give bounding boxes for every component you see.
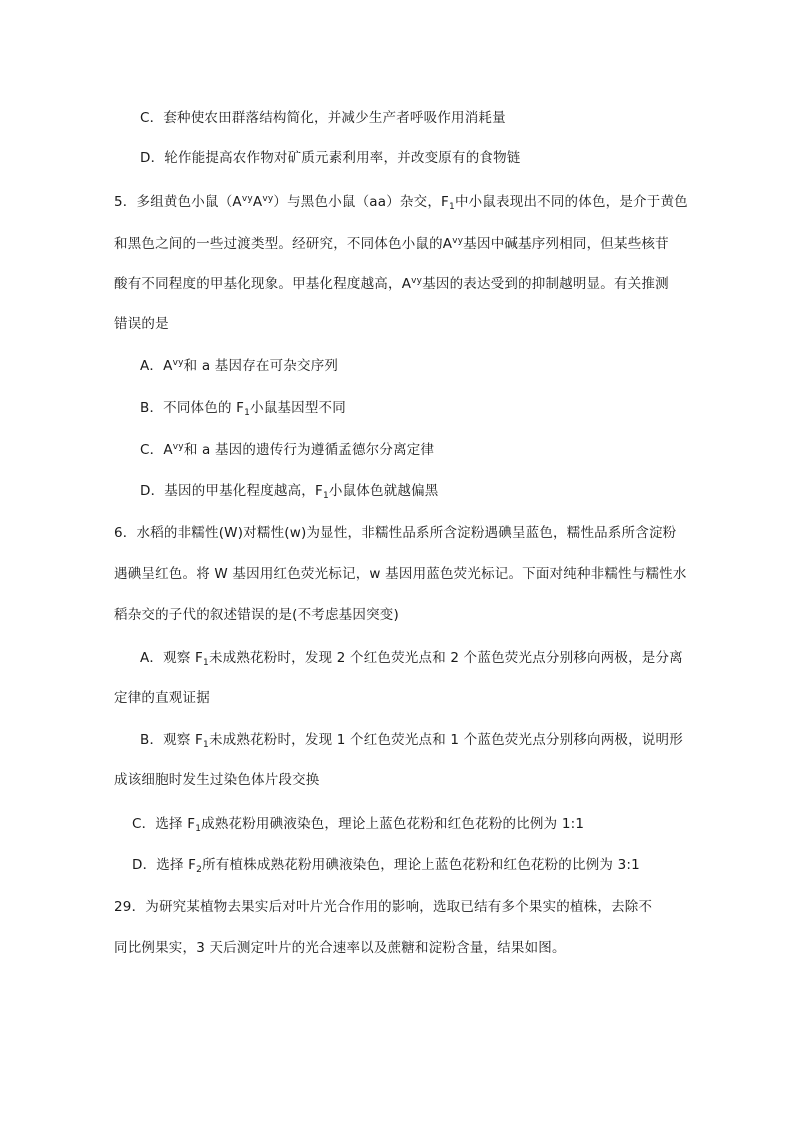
q5-stem-line-4: 错误的是 [114, 316, 169, 332]
q6-option-d: D．选择 $F_2$所有植株成熟花粉用碘液染色，理论上蓝色花粉和红色花粉的比例为 3:1 [132, 857, 640, 875]
q5-option-a: A．$A^{vy}$和 a 基因存在可杂交序列 [140, 358, 339, 374]
q4-option-c: C．套种使农田群落结构简化，并减少生产者呼吸作用消耗量 [140, 110, 506, 126]
q29-stem-line-2: 同比例果实，3 天后测定叶片的光合速率以及蔗糖和淀粉含量，结果如图。 [114, 940, 566, 956]
q5-option-d: D．基因的甲基化程度越高，$F_1$小鼠体色就越偏黑 [140, 483, 439, 501]
q4-option-d: D．轮作能提高农作物对矿质元素利用率，并改变原有的食物链 [140, 150, 521, 166]
q6-stem-line-2: 遇碘呈红色。将 W 基因用红色荧光标记，w 基因用蓝色荧光标记。下面对纯种非糯性与糯性水 [114, 566, 687, 582]
q6-option-c: C．选择 $F_1$成熟花粉用碘液染色，理论上蓝色花粉和红色花粉的比例为 1:1 [132, 816, 585, 834]
q5-stem-line-1: 5．多组黄色小鼠$(A^{vy}A^{vy})$与黑色小鼠（aa）杂交，$F_1$中小鼠表现出不同的体色，是介于黄色 [114, 194, 688, 212]
q6-option-b-continued: 成该细胞时发生过染色体片段交换 [114, 772, 320, 788]
q5-option-b: B．不同体色的 $F_1$小鼠基因型不同 [140, 400, 346, 418]
q6-stem-line-3: 稻杂交的子代的叙述错误的是(不考虑基因突变) [114, 607, 399, 623]
q29-stem-line-1: 29．为研究某植物去果实后对叶片光合作用的影响，选取已结有多个果实的植株，去除不 [114, 899, 653, 915]
q6-option-a: A．观察 $F_1$未成熟花粉时，发现 2 个红色荧光点和 2 个蓝色荧光点分别移向两极，是分离 [140, 650, 683, 668]
q5-option-c: C．$A^{vy}$和 a 基因的遗传行为遵循孟德尔分离定律 [140, 442, 435, 458]
q5-stem-line-3: 酸有不同程度的甲基化现象。甲基化程度越高，$A^{vy}$基因的表达受到的抑制越明显。有关推测 [114, 276, 669, 292]
q6-option-a-continued: 定律的直观证据 [114, 690, 210, 706]
q6-stem-line-1: 6．水稻的非糯性(W)对糯性(w)为显性，非糯性品系所含淀粉遇碘呈蓝色，糯性品系所含淀粉 [114, 525, 677, 541]
q6-option-b: B．观察 $F_1$未成熟花粉时，发现 1 个红色荧光点和 1 个蓝色荧光点分别移向两极，说明形 [140, 732, 683, 750]
q5-stem-line-2: 和黑色之间的一些过渡类型。经研究，不同体色小鼠的$A^{vy}$基因中碱基序列相同，但某些核苷 [114, 236, 669, 252]
